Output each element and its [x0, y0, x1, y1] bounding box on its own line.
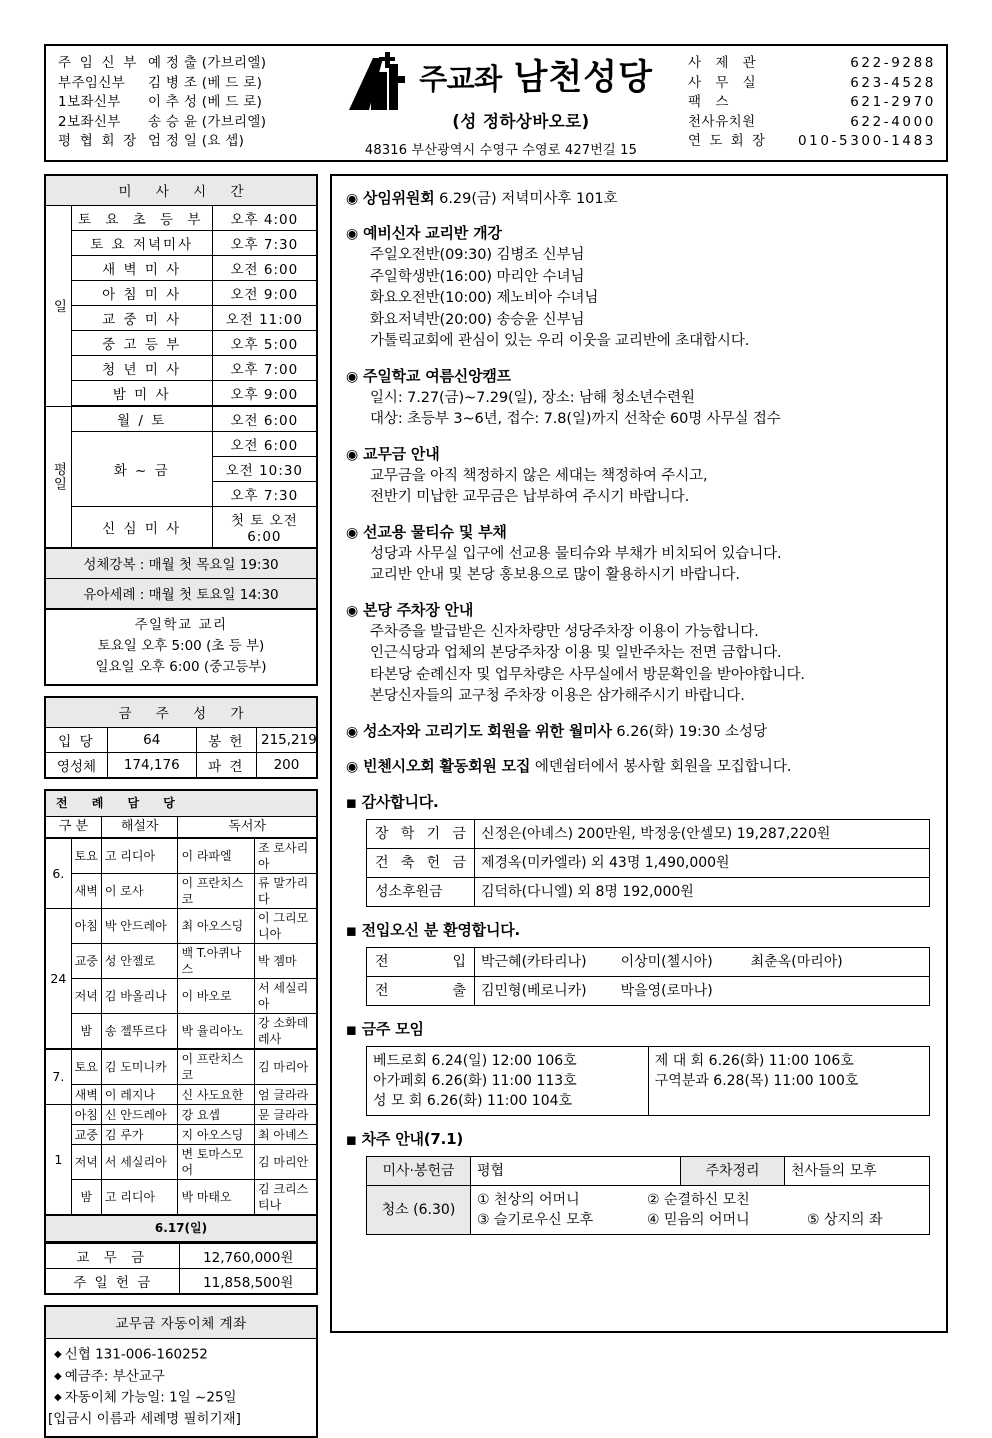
- liturgy-mass: 밤: [71, 1014, 101, 1050]
- hymn-label: 입 당: [45, 728, 107, 753]
- table-row: [45, 1049, 317, 1085]
- liturgy-lector2: 엄 글라라: [254, 1085, 317, 1105]
- hymn-table: [44, 696, 318, 779]
- notice-tail: 에덴쉼터에서 봉사할 회원을 모집합니다.: [530, 758, 792, 775]
- nextweek-table: [366, 1156, 930, 1235]
- thanks-label: 건 축 헌 금: [367, 848, 475, 877]
- notice-item: [346, 444, 934, 509]
- liturgy-commentator: 김 바올리나: [101, 979, 178, 1014]
- meeting-line: 베드로회 6.24(일) 12:00 106호: [373, 1052, 577, 1069]
- liturgy-lector1: 변 토마스모어: [178, 1145, 255, 1180]
- mass-time: 오전 11:00: [212, 306, 317, 331]
- liturgy-col-lector: 독서자: [178, 817, 317, 839]
- contact-row: [688, 93, 936, 113]
- meetings-right-cell: [648, 1046, 930, 1115]
- liturgy-mass: 저녁: [71, 979, 101, 1014]
- table-row: [45, 1085, 317, 1105]
- notice-tail: 6.26(화) 19:30 소성당: [611, 723, 768, 740]
- mass-name: 교 중 미 사: [71, 306, 212, 331]
- mass-time: 오전 6:00: [212, 256, 317, 281]
- offering-value: 12,760,000원: [180, 1244, 317, 1269]
- table-row: [45, 979, 317, 1014]
- announcements-panel: [330, 174, 948, 1333]
- hymn-label: 파 견: [196, 753, 256, 779]
- notice-line: 타본당 순례신자 및 업무차량은 사무실에서 방문확인을 받아야합니다.: [370, 666, 805, 683]
- circle-bullet-icon: ◉: [346, 191, 359, 207]
- hymn-value: 215,219: [256, 728, 317, 753]
- contact-list: [688, 46, 946, 160]
- mass-name: 밤 미 사: [71, 381, 212, 407]
- circle-bullet-icon: ◉: [346, 758, 359, 775]
- mass-time: 첫 토 오전 6:00: [212, 507, 317, 549]
- diamond-bullet-icon: ◆: [54, 1392, 62, 1403]
- liturgy-mass: 밤: [71, 1180, 101, 1216]
- notice-item: [346, 522, 934, 587]
- liturgy-lector2: 류 말가리다: [254, 874, 317, 909]
- mass-name: 토 요 저녁미사: [71, 231, 212, 256]
- sunday-label: 일: [45, 206, 71, 407]
- contact-label: 팩 스: [688, 94, 734, 111]
- offering-label: 교 무 금: [45, 1244, 180, 1269]
- clergy-row: [58, 74, 314, 94]
- notice-line: 주일오전반(09:30) 김병조 신부님: [370, 247, 585, 263]
- liturgy-mass: 아침: [71, 1105, 101, 1125]
- liturgy-lector2: 박 젬마: [254, 944, 317, 979]
- circle-bullet-icon: ◉: [346, 602, 359, 619]
- circle-bullet-icon: ◉: [346, 446, 359, 463]
- mass-name: 청 년 미 사: [71, 356, 212, 381]
- hymn-title: 금 주 성 가: [45, 697, 317, 728]
- liturgy-commentator: 박 안드레아: [101, 909, 178, 944]
- transfer-heading: 전입오신 분 환영합니다.: [361, 920, 521, 939]
- diamond-bullet-icon: ◆: [54, 1370, 62, 1382]
- table-row: [45, 1125, 317, 1145]
- table-row: [45, 909, 317, 944]
- contact-number: 621-2970: [850, 94, 936, 111]
- nextweek-heading-row: [346, 1128, 934, 1152]
- notice-line: 본당신자들의 교구청 주차장 이용은 삼가해주시기 바랍니다.: [370, 688, 745, 704]
- cleaning-item: ③ 슬기로우신 모후: [477, 1211, 594, 1228]
- thanks-heading: 감사합니다.: [361, 792, 439, 811]
- contact-number: 622-4000: [850, 113, 936, 130]
- meetings-table: [366, 1046, 930, 1116]
- page-header: [44, 44, 948, 162]
- table-row: [45, 1180, 317, 1216]
- contact-row: [688, 74, 936, 94]
- thanks-label: 성소후원금: [367, 877, 475, 906]
- notice-title: 선교용 물티슈 및 부채: [363, 522, 507, 541]
- table-row: [45, 838, 317, 874]
- circle-bullet-icon: ◉: [346, 226, 359, 242]
- cleaning-item: ① 천상의 어머니: [477, 1191, 580, 1208]
- liturgy-lector2: 문 글라라: [254, 1105, 317, 1125]
- mass-name: 화 ~ 금: [71, 432, 212, 507]
- meetings-left-cell: [367, 1046, 649, 1115]
- mass-name: 아 침 미 사: [71, 281, 212, 306]
- table-row: [367, 976, 930, 1005]
- mass-time: 오전 6:00: [212, 432, 317, 457]
- transfer-heading-row: [346, 919, 934, 943]
- parish-identity: [314, 46, 688, 160]
- nextweek-offering-label: 미사·봉헌금: [367, 1156, 471, 1185]
- meeting-line: 구역분과 6.28(목) 11:00 100호: [654, 1072, 859, 1089]
- notice-title: 주일학교 여름신앙캠프: [363, 366, 511, 385]
- hymn-label: 봉 헌: [196, 728, 256, 753]
- mass-time: 오후 5:00: [212, 331, 317, 356]
- account-line: ◆ 신협 131-006-160252: [54, 1346, 208, 1363]
- table-row: [45, 1014, 317, 1050]
- thanks-heading-row: [346, 791, 934, 815]
- clergy-name: 김 병 조 (베 드 로): [148, 74, 263, 91]
- liturgy-col-commentator: 해설자: [101, 817, 178, 839]
- notice-item: [346, 600, 934, 708]
- liturgy-mass: 교중: [71, 944, 101, 979]
- transfer-name: 김민형(베로니카): [481, 982, 587, 999]
- cleaning-item: ② 순결하신 모친: [647, 1191, 750, 1208]
- contact-label: 사 무 실: [688, 74, 761, 91]
- mass-name: 신 심 미 사: [71, 507, 212, 549]
- clergy-name: 이 추 성 (베 드 로): [148, 94, 263, 111]
- square-bullet-icon: ◼: [346, 795, 357, 811]
- liturgy-commentator: 성 안젤로: [101, 944, 178, 979]
- notice-line: 교리반 안내 및 본당 홍보용으로 많이 활용하시기 바랍니다.: [370, 567, 740, 583]
- liturgy-commentator: 고 리디아: [101, 1180, 178, 1216]
- nextweek-heading: 차주 안내(7.1): [361, 1129, 464, 1148]
- liturgy-lector1: 신 사도요한: [178, 1085, 255, 1105]
- notice-line: 전반기 미납한 교무금은 납부하여 주시기 바랍니다.: [370, 489, 690, 505]
- contact-number: 622-9288: [850, 55, 936, 71]
- mass-name: 새 벽 미 사: [71, 256, 212, 281]
- liturgy-mass: 교중: [71, 1125, 101, 1145]
- offering-date-band: 6.17(일): [45, 1215, 317, 1242]
- nextweek-parking-label: 주차정리: [681, 1156, 785, 1185]
- thanks-value: 김덕하(다니엘) 외 8명 192,000원: [475, 877, 930, 906]
- account-title: 교무금 자동이체 계좌: [45, 1306, 317, 1339]
- notice-line: 인근식당과 업체의 본당주차장 이용 및 일반주차는 전면 금합니다.: [370, 645, 782, 661]
- mass-schedule-title: 미 사 시 간: [45, 175, 317, 206]
- left-column: [44, 174, 318, 1438]
- clergy-role: 1보좌신부: [58, 94, 121, 111]
- notice-title: 교무금 안내: [363, 444, 440, 463]
- nextweek-cleaning-label: 청소 (6.30): [367, 1185, 471, 1234]
- hymn-value: 174,176: [107, 753, 196, 779]
- liturgy-lector1: 이 바오로: [178, 979, 255, 1014]
- transfer-name: 이상미(첼시아): [620, 953, 713, 970]
- clergy-name: 예 정 출 (가브리엘): [148, 55, 267, 71]
- diamond-bullet-icon: ◆: [54, 1349, 62, 1360]
- thanks-value: 신정은(아녜스) 200만원, 박정웅(안셀모) 19,287,220원: [475, 819, 930, 848]
- mass-time: 오후 9:00: [212, 381, 317, 407]
- meetings-heading-row: [346, 1018, 934, 1042]
- notice-line: 주차증을 발급받은 신자차량만 성당주차장 이용이 가능합니다.: [370, 623, 759, 640]
- mass-time: 오전 10:30: [212, 457, 317, 482]
- liturgy-commentator: 김 루가: [101, 1125, 178, 1145]
- table-row: [367, 819, 930, 848]
- table-row: [367, 848, 930, 877]
- mass-schedule-table: [44, 174, 318, 610]
- table-row: [367, 877, 930, 906]
- liturgy-lector1: 이 프란치스코: [178, 1049, 255, 1085]
- circle-bullet-icon: ◉: [346, 723, 359, 740]
- notice-line: 성당과 사무실 입구에 선교용 물티슈와 부채가 비치되어 있습니다.: [370, 545, 782, 562]
- clergy-row: [58, 93, 314, 113]
- sunday-school-line1: 토요일 오후 5:00 (초 등 부): [97, 638, 265, 654]
- transfer-name: 박을영(로마나): [620, 982, 713, 999]
- liturgy-commentator: 김 도미니카: [101, 1049, 178, 1085]
- mass-name: 토 요 초 등 부: [71, 206, 212, 231]
- transfer-table: [366, 947, 930, 1006]
- weekday-label: 평일: [45, 406, 71, 548]
- liturgy-lector1: 이 프란치스코: [178, 874, 255, 909]
- liturgy-lector1: 박 마태오: [178, 1180, 255, 1216]
- clergy-role: 부주임신부: [58, 74, 126, 91]
- liturgy-lector2: 조 로사리아: [254, 838, 317, 874]
- liturgy-lector2: 강 소화데레사: [254, 1014, 317, 1050]
- table-row: [45, 1145, 317, 1180]
- liturgy-lector2: 이 그리모니아: [254, 909, 317, 944]
- notice-tail: 6.29(금) 저녁미사후 101호: [434, 191, 618, 207]
- square-bullet-icon: ◼: [346, 1132, 357, 1148]
- liturgy-date-part: 7.: [45, 1049, 71, 1105]
- transfer-names: [475, 947, 930, 976]
- transfer-name: 최춘옥(마리아): [750, 953, 843, 970]
- liturgy-lector2: 최 아녜스: [254, 1125, 317, 1145]
- liturgy-duty-table: [44, 789, 318, 1243]
- clergy-name: 송 승 윤 (가브리엘): [148, 113, 267, 130]
- liturgy-mass: 새벽: [71, 1085, 101, 1105]
- meeting-line: 성 모 회 6.26(화) 11:00 104호: [373, 1092, 573, 1109]
- contact-number: 623-4528: [850, 74, 936, 91]
- liturgy-commentator: 이 레지나: [101, 1085, 178, 1105]
- contact-number: 010-5300-1483: [797, 133, 936, 150]
- liturgy-lector1: 지 아오스딩: [178, 1125, 255, 1145]
- meeting-line: 아가페회 6.26(화) 11:00 113호: [373, 1072, 577, 1089]
- infant-baptism-band: 유아세례 : 매월 첫 토요일 14:30: [45, 579, 317, 610]
- account-line: ◆ 자동이체 가능일: 1일 ~25일: [54, 1389, 237, 1406]
- table-row: [45, 874, 317, 909]
- notice-title: 예비신자 교리반 개강: [363, 224, 502, 242]
- benediction-band: 성체강복 : 매월 첫 목요일 19:30: [45, 548, 317, 579]
- offering-label: 주 일 헌 금: [45, 1269, 180, 1295]
- liturgy-mass: 아침: [71, 909, 101, 944]
- circle-bullet-icon: ◉: [346, 368, 359, 385]
- liturgy-mass: 토요: [71, 1049, 101, 1085]
- liturgy-lector2: 김 크리스티나: [254, 1180, 317, 1216]
- clergy-row: [58, 132, 314, 152]
- clergy-name: 엄 정 일 (요 셉): [148, 133, 245, 150]
- square-bullet-icon: ◼: [346, 1022, 357, 1038]
- mass-time: 오후 7:00: [212, 356, 317, 381]
- liturgy-mass: 저녁: [71, 1145, 101, 1180]
- liturgy-lector1: 이 라파엘: [178, 838, 255, 874]
- nextweek-cleaning-items: [471, 1185, 930, 1234]
- clergy-role: 평 협 회 장: [58, 133, 139, 150]
- offering-value: 11,858,500원: [180, 1269, 317, 1295]
- table-row: [45, 1105, 317, 1125]
- parish-prefix: 주교좌: [419, 62, 502, 96]
- notice-line: 주일학생반(16:00) 마리안 수녀님: [370, 268, 585, 285]
- notice-line: 화요오전반(10:00) 제노비아 수녀님: [370, 290, 599, 306]
- mass-time: 오후 7:30: [212, 231, 317, 256]
- notice-line: 일시: 7.27(금)~7.29(일), 장소: 남해 청소년수련원: [370, 389, 695, 406]
- transfer-label: 전 입: [367, 947, 475, 976]
- liturgy-col-gubun: 구 분: [45, 817, 101, 839]
- account-title-table: [44, 1305, 318, 1339]
- notice-line: 화요저녁반(20:00) 송승윤 신부님: [370, 311, 585, 328]
- notice-title: 본당 주차장 안내: [363, 600, 474, 619]
- hymn-value: 200: [256, 753, 317, 779]
- table-row: [367, 1046, 930, 1115]
- sunday-school-box: [44, 610, 318, 686]
- notice-line: 대상: 초등부 3~6년, 접수: 7.8(일)까지 선착순 60명 사무실 접수: [370, 411, 781, 427]
- notice-item: [346, 756, 934, 778]
- liturgy-date-part: 24: [45, 909, 71, 1050]
- liturgy-commentator: 서 세실리아: [101, 1145, 178, 1180]
- parish-name: 남천성당: [513, 58, 653, 98]
- table-row: [367, 947, 930, 976]
- table-row: [367, 1156, 930, 1185]
- contact-row: [688, 132, 936, 152]
- mass-time: 오전 6:00: [212, 406, 317, 432]
- account-line: ◆ 예금주: 부산교구: [54, 1368, 165, 1384]
- mass-name: 중 고 등 부: [71, 331, 212, 356]
- liturgy-commentator: 이 로사: [101, 874, 178, 909]
- nextweek-offering-value: 평협: [471, 1156, 681, 1185]
- clergy-role: 주 임 신 부: [58, 55, 139, 71]
- hymn-value: 64: [107, 728, 196, 753]
- clergy-row: [58, 113, 314, 133]
- notice-title: 상임위원회: [363, 189, 435, 207]
- clergy-list: [46, 46, 314, 160]
- notice-item: [346, 366, 934, 431]
- liturgy-date-part: 1: [45, 1105, 71, 1216]
- liturgy-lector1: 박 율리아노: [178, 1014, 255, 1050]
- mass-time: 오전 9:00: [212, 281, 317, 306]
- transfer-label: 전 출: [367, 976, 475, 1005]
- contact-label: 연 도 회 장: [688, 133, 768, 150]
- account-note: [입금시 이름과 세례명 필히기재]: [48, 1410, 241, 1427]
- notice-item: [346, 721, 934, 743]
- contact-row: [688, 54, 936, 74]
- liturgy-lector2: 김 마리아: [254, 1049, 317, 1085]
- liturgy-lector2: 김 마리안: [254, 1145, 317, 1180]
- thanks-table: [366, 819, 930, 907]
- liturgy-commentator: 고 리디아: [101, 838, 178, 874]
- parish-patron: (성 정하상바오로): [452, 112, 590, 131]
- square-bullet-icon: ◼: [346, 923, 357, 939]
- mass-time: 오후 7:30: [212, 482, 317, 507]
- liturgy-lector2: 서 세실리아: [254, 979, 317, 1014]
- contact-label: 사 제 관: [688, 55, 761, 71]
- contact-label: 천사유치원: [688, 113, 756, 130]
- liturgy-title: 전 례 담 당: [45, 790, 317, 817]
- liturgy-mass: 토요: [71, 838, 101, 874]
- liturgy-commentator: 송 젤뚜르다: [101, 1014, 178, 1050]
- clergy-row: [58, 54, 314, 74]
- thanks-value: 제경옥(미카엘라) 외 43명 1,490,000원: [475, 848, 930, 877]
- transfer-names: [475, 976, 930, 1005]
- notice-item: [346, 188, 934, 210]
- liturgy-lector1: 최 아오스딩: [178, 909, 255, 944]
- notice-title: 빈첸시오회 활동회원 모집: [363, 756, 531, 775]
- transfer-name: 박근혜(카타리나): [481, 953, 587, 970]
- offering-table: [44, 1243, 318, 1295]
- table-row: [367, 1185, 930, 1234]
- notice-title: 성소자와 고리기도 회원을 위한 월미사: [363, 721, 612, 740]
- liturgy-lector1: 백 T.아퀴나스: [178, 944, 255, 979]
- meeting-line: 제 대 회 6.26(화) 11:00 106호: [654, 1052, 854, 1069]
- sunday-school-title: 주일학교 교리: [134, 617, 228, 633]
- notice-line: 교무금을 아직 책정하지 않은 세대는 책정하여 주시고,: [370, 467, 708, 484]
- parish-logo-icon: [349, 52, 411, 116]
- mass-time: 오후 4:00: [212, 206, 317, 231]
- nextweek-parking-value: 천사들의 모후: [785, 1156, 930, 1185]
- meetings-heading: 금주 모임: [361, 1019, 424, 1038]
- liturgy-lector1: 강 요셉: [178, 1105, 255, 1125]
- hymn-label: 영성체: [45, 753, 107, 779]
- notice-line: 가톨릭교회에 관심이 있는 우리 이웃을 교리반에 초대합시다.: [370, 333, 750, 349]
- liturgy-date-part: 6.: [45, 838, 71, 909]
- mass-name: 월 / 토: [71, 406, 212, 432]
- sunday-school-line2: 일요일 오후 6:00 (중고등부): [95, 659, 267, 675]
- cleaning-item: ④ 믿음의 어머니: [647, 1211, 750, 1228]
- thanks-label: 장 학 기 금: [367, 819, 475, 848]
- notice-item: [346, 223, 934, 353]
- clergy-role: 2보좌신부: [58, 113, 121, 130]
- parish-address: 48316 부산광역시 수영구 수영로 427번길 15: [364, 143, 638, 158]
- circle-bullet-icon: ◉: [346, 524, 359, 541]
- cleaning-item: ⑤ 상지의 좌: [807, 1211, 883, 1228]
- liturgy-mass: 새벽: [71, 874, 101, 909]
- contact-row: [688, 113, 936, 133]
- liturgy-commentator: 신 안드레아: [101, 1105, 178, 1125]
- table-row: [45, 944, 317, 979]
- account-details: [44, 1339, 318, 1438]
